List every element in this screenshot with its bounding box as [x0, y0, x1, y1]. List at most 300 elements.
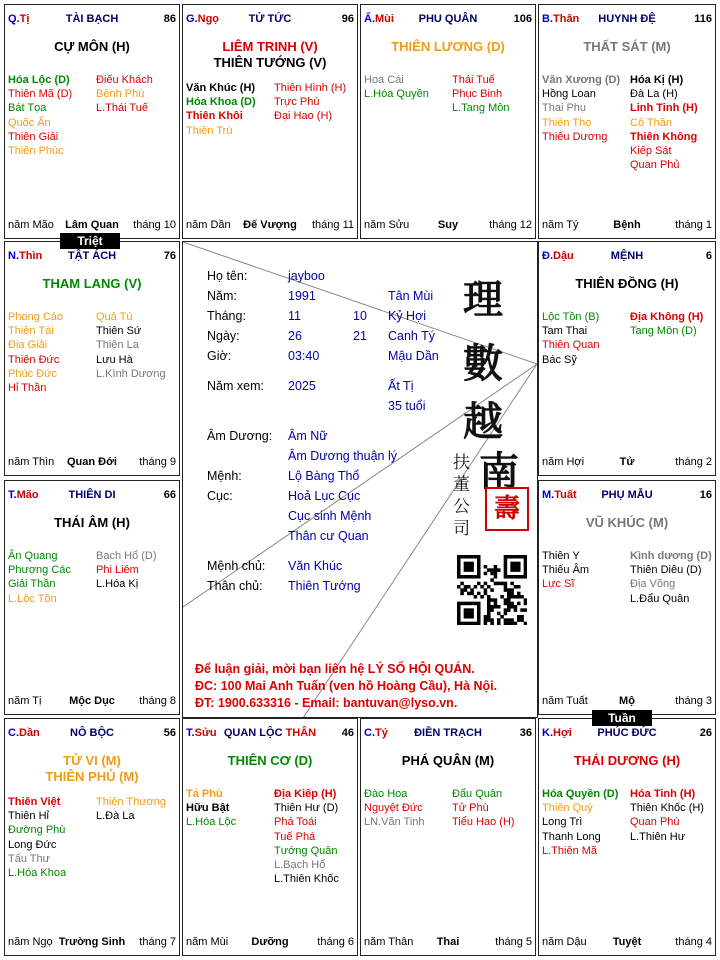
minor-stars-right [96, 310, 180, 381]
qr-module [467, 568, 471, 572]
palace-thin [4, 241, 180, 476]
qr-module [470, 615, 474, 619]
main-star: CỰ MÔN (H) [54, 39, 130, 54]
qr-module [517, 595, 521, 599]
main-stars [5, 515, 179, 531]
qr-module [514, 605, 518, 609]
qr-module [480, 595, 484, 599]
minor-star: Thiên Giải [8, 130, 59, 143]
view-year-label: Năm xem: [207, 379, 264, 393]
minor-star: Thiên Mã (D) [8, 88, 73, 101]
palace-header [8, 727, 176, 741]
palace-name: TẬT ÁCH [67, 250, 117, 262]
qr-module [504, 575, 508, 579]
center-info-panel [182, 241, 538, 718]
main-stars [183, 753, 357, 769]
palace-header [8, 250, 176, 264]
minor-star: Thiên Thương [96, 796, 167, 808]
minor-star: Kình dương (D) [630, 550, 712, 562]
minor-star: Quan Phủ [630, 159, 680, 172]
minor-star: Quan Phù [630, 816, 680, 829]
palace-year: năm Tị [8, 695, 42, 707]
minor-star: Thiên Thọ [542, 116, 592, 129]
month-lunar: 10 [353, 309, 367, 323]
menh-chu-value: Văn Khúc [288, 559, 343, 573]
minor-star: Tang Môn (D) [630, 325, 697, 338]
qr-module [467, 565, 471, 569]
qr-module [484, 565, 488, 569]
palace-age-number: 26 [699, 727, 712, 739]
minor-star: Tam Thai [542, 325, 588, 338]
calligraphy-sub-1: 扶 [453, 453, 470, 473]
qr-module [514, 608, 518, 612]
main-star: THIÊN LƯƠNG (D) [391, 39, 505, 54]
palace-footer [8, 219, 176, 232]
palace-month: tháng 6 [317, 936, 354, 948]
qr-module [477, 592, 481, 596]
minor-star: L.Hóa Khoa [8, 867, 67, 880]
palace-age-number: 46 [341, 727, 354, 739]
qr-module [504, 572, 508, 576]
qr-module [457, 562, 461, 566]
palace-header [542, 489, 712, 503]
qr-module [504, 568, 508, 572]
qr-module [477, 602, 481, 606]
qr-module [507, 595, 511, 599]
qr-module [497, 618, 501, 622]
palace-header [364, 727, 532, 741]
qr-module [467, 615, 471, 619]
main-star: VŨ KHÚC (M) [585, 515, 669, 530]
minor-star: Lưu Hà [96, 353, 133, 366]
cuc-value-2: Cục sinh Mệnh [288, 509, 372, 523]
palace-ti [4, 4, 180, 239]
minor-stars-left [542, 310, 627, 367]
qr-module [510, 595, 514, 599]
minor-star: Thiên Quý [542, 802, 593, 815]
qr-module [504, 582, 508, 586]
minor-star: Thiên La [96, 339, 139, 352]
main-star: THÁI ÂM (H) [54, 515, 130, 530]
palace-can-chi: Q.Tị [8, 13, 30, 25]
qr-module [464, 568, 468, 572]
qr-module [504, 588, 508, 592]
qr-module [524, 565, 527, 569]
minor-star: Thiên Không [630, 130, 698, 143]
qr-module [457, 575, 461, 579]
calligraphy-sub-3: 公 [453, 497, 470, 517]
palace-footer [542, 695, 712, 708]
than-marker: THÂN [285, 727, 317, 739]
palace-age-number: 106 [513, 13, 532, 25]
qr-module [504, 622, 508, 625]
palace-month: tháng 11 [311, 219, 354, 231]
qr-module [524, 568, 527, 572]
qr-module [477, 555, 481, 559]
qr-module [484, 592, 488, 596]
qr-module [464, 565, 468, 569]
minor-star: Địa Giải [8, 339, 48, 352]
minor-stars-right [96, 549, 180, 592]
minor-stars-left [8, 73, 92, 158]
palace-year: năm Ngọ [8, 936, 53, 948]
year-canchi: Tân Mùi [388, 289, 434, 303]
qr-module [494, 582, 498, 586]
palace-ty [360, 718, 536, 956]
qr-module [460, 588, 464, 592]
qr-module [520, 615, 524, 619]
qr-module [474, 595, 478, 599]
qr-module [470, 562, 474, 566]
contact-line-3[interactable]: ĐT: 1900.633316 - Email: bantuvan@lyso.vn. [195, 696, 458, 710]
qr-module [504, 555, 508, 559]
minor-stars-right [452, 787, 536, 830]
qr-module [520, 608, 524, 612]
qr-module [470, 602, 474, 606]
main-stars [361, 753, 535, 769]
qr-module [517, 618, 521, 622]
qr-module [467, 562, 471, 566]
hour-value: 03:40 [288, 349, 320, 363]
palace-mui [360, 4, 536, 239]
main-stars [361, 39, 535, 55]
minor-star: L.Hóa Kị [96, 578, 139, 591]
minor-star: Hoa Cái [364, 74, 404, 86]
qr-module [457, 555, 461, 559]
palace-footer [542, 456, 712, 469]
palace-dan [4, 718, 180, 956]
qr-module [517, 615, 521, 619]
minor-star: Tử Phù [452, 802, 489, 815]
minor-star: Kiếp Sát [630, 145, 672, 158]
minor-star: Tấu Thư [8, 852, 51, 865]
minor-star: Thiếu Dương [542, 130, 608, 143]
qr-module [460, 602, 464, 606]
qr-module [514, 575, 518, 579]
palace-can-chi: T.Mão [8, 489, 39, 501]
qr-module [484, 582, 488, 586]
palace-footer [364, 936, 532, 949]
amduong-value: Âm Nữ [288, 429, 328, 443]
qr-module [524, 555, 527, 559]
minor-star: Phá Toái [274, 816, 317, 829]
palace-can-chi: B.Thân [542, 13, 580, 25]
qr-module [470, 622, 474, 625]
qr-module [510, 582, 514, 586]
qr-module [470, 612, 474, 616]
minor-stars-left [542, 549, 627, 592]
palace-month: tháng 8 [139, 695, 176, 707]
qr-module [520, 618, 524, 622]
minor-star: Thiếu Âm [542, 564, 590, 577]
qr-module [460, 622, 464, 625]
palace-year: năm Sửu [364, 219, 410, 231]
minor-star: Giải Thần [8, 578, 56, 591]
palace-age-number: 56 [163, 727, 176, 739]
minor-star: Điếu Khách [96, 74, 153, 86]
minor-star: Thiên Hình (H) [274, 82, 347, 94]
qr-module [477, 608, 481, 612]
palace-cycle: Trường Sinh [58, 936, 126, 948]
palace-name: TỬ TỨC [248, 13, 292, 25]
qr-module [474, 555, 478, 559]
qr-module [517, 575, 521, 579]
contact-line-2: ĐC: 100 Mai Anh Tuấn (ven hồ Hoàng Cầu), Hà Nội. [195, 679, 498, 693]
qr-module [510, 605, 514, 609]
minor-star: Hóa Quyền (D) [542, 788, 619, 800]
minor-star: L.Bạch Hổ [274, 859, 326, 872]
main-stars [539, 39, 715, 55]
minor-star: Nguyệt Đức [364, 802, 423, 815]
palace-cycle: Mộc Dục [69, 695, 115, 707]
main-star: THIÊN PHỦ (M) [45, 769, 139, 784]
qr-module [507, 592, 511, 596]
qr-module [477, 582, 481, 586]
main-star: PHÁ QUÂN (M) [401, 753, 495, 768]
palace-header [364, 13, 532, 27]
palace-month: tháng 2 [675, 456, 712, 468]
palace-year: năm Tuất [542, 695, 588, 707]
qr-module [510, 555, 514, 559]
palace-name: TÀI BẠCH [65, 13, 119, 25]
qr-module [460, 582, 464, 586]
palace-month: tháng 4 [675, 936, 712, 948]
qr-module [477, 562, 481, 566]
minor-star: Thiên Trù [186, 124, 233, 137]
calligraphy-char-1: 理 [463, 276, 503, 323]
minor-star: Thanh Long [542, 830, 601, 843]
amduong-value-2: Âm Dương thuận lý [288, 449, 397, 463]
qr-module [474, 622, 478, 625]
palace-header [542, 250, 712, 264]
minor-star: Hỉ Thần [8, 382, 47, 395]
qr-module [490, 588, 494, 592]
palace-hoi [538, 718, 716, 956]
palace-age-number: 16 [699, 489, 712, 501]
qr-module [504, 612, 508, 616]
qr-module [497, 612, 501, 616]
qr-module [477, 615, 481, 619]
than-chu-value: Thiên Tướng [288, 579, 361, 593]
qr-module [524, 608, 527, 612]
qr-module [460, 592, 464, 596]
qr-module [490, 598, 494, 602]
palace-name: PHU QUÂN [418, 13, 478, 25]
palace-footer [186, 219, 354, 232]
minor-star: Hóa Kị (H) [630, 74, 684, 86]
main-stars [183, 39, 357, 71]
palace-month: tháng 7 [139, 936, 176, 948]
qr-module [517, 565, 521, 569]
palace-can-chi: Đ.Dậu [542, 250, 574, 262]
minor-star: Hữu Bật [186, 802, 230, 815]
palace-can-chi: Ấ.Mùi [364, 13, 394, 25]
minor-stars-right [630, 310, 715, 338]
calligraphy-char-4: 南 [479, 448, 519, 495]
qr-module [514, 585, 518, 589]
minor-stars-right [630, 549, 715, 606]
qr-module [467, 612, 471, 616]
qr-module [464, 612, 468, 616]
minor-stars-left [186, 787, 270, 830]
qr-module [467, 555, 471, 559]
qr-module [507, 608, 511, 612]
minor-star: Thiên Khốc (H) [630, 802, 704, 815]
palace-footer [8, 456, 176, 469]
qr-module [520, 555, 524, 559]
qr-module [524, 598, 527, 602]
qr-module [470, 555, 474, 559]
triet-marker: Triệt [60, 233, 120, 249]
minor-star: Thiên Khôi [186, 110, 243, 123]
qr-module [494, 568, 498, 572]
minor-stars-right [452, 73, 536, 116]
qr-module [510, 575, 514, 579]
qr-module [467, 592, 471, 596]
qr-module [457, 565, 461, 569]
minor-stars-right [96, 73, 180, 116]
minor-star: Thiên Diêu (D) [630, 564, 702, 577]
qr-module [507, 555, 511, 559]
qr-module [510, 568, 514, 572]
main-stars [5, 39, 179, 55]
qr-module [490, 608, 494, 612]
minor-star: Phục Binh [452, 88, 503, 101]
main-star: THIÊN CƠ (D) [227, 753, 313, 768]
minor-stars-right [96, 795, 180, 823]
minor-star: L.Thiên Khốc [274, 873, 339, 886]
palace-footer [542, 219, 712, 232]
palace-month: tháng 1 [675, 219, 712, 231]
qr-module [507, 588, 511, 592]
minor-star: Phượng Các [8, 564, 71, 577]
palace-month: tháng 5 [495, 936, 532, 948]
palace-than [538, 4, 716, 239]
palace-can-chi: K.Hợi [542, 727, 572, 739]
qr-module [507, 575, 511, 579]
palace-footer [186, 936, 354, 949]
qr-module [517, 562, 521, 566]
palace-year: năm Mão [8, 219, 54, 231]
minor-stars-left [542, 73, 627, 144]
minor-star: Linh Tinh (H) [630, 102, 698, 115]
qr-module [510, 588, 514, 592]
qr-module [510, 562, 514, 566]
qr-module [504, 562, 508, 566]
qr-module [457, 602, 461, 606]
qr-module [477, 572, 481, 576]
palace-footer [8, 695, 176, 708]
palace-age-number: 66 [163, 489, 176, 501]
minor-star: Đường Phù [8, 824, 66, 837]
qr-module [497, 582, 501, 586]
qr-module [514, 568, 518, 572]
qr-module [494, 565, 498, 569]
palace-name: PHÚC ĐỨC [597, 727, 657, 739]
palace-mao [4, 480, 180, 715]
qr-module [487, 612, 491, 616]
palace-age-number: 116 [694, 13, 712, 25]
qr-module [470, 568, 474, 572]
qr-module [464, 585, 468, 589]
minor-star: L.Hóa Lộc [186, 816, 237, 829]
palace-year: năm Hợi [542, 456, 585, 468]
palace-can-chi: T.Sửu [186, 727, 217, 739]
minor-star: Bệnh Phù [96, 88, 145, 101]
minor-stars-left [542, 787, 627, 858]
minor-star: Văn Xương (D) [542, 74, 621, 86]
qr-module [484, 588, 488, 592]
qr-module [470, 575, 474, 579]
minor-star: L.Đà La [96, 810, 135, 823]
palace-can-chi: G.Ngọ [186, 13, 220, 25]
palace-year: năm Thân [364, 936, 414, 948]
qr-module [514, 595, 518, 599]
main-star: THIÊN ĐỒNG (H) [575, 276, 679, 291]
minor-star: Phong Cáo [8, 311, 64, 323]
minor-stars-right [630, 787, 715, 844]
palace-can-chi: M.Tuất [542, 489, 577, 501]
qr-module [487, 602, 491, 606]
qr-module [497, 568, 501, 572]
qr-module [517, 555, 521, 559]
qr-module [457, 612, 461, 616]
minor-star: Thái Tuế [452, 74, 495, 86]
qr-module [464, 622, 468, 625]
minor-star: Bát Tọa [8, 102, 47, 115]
qr-module [474, 575, 478, 579]
minor-star: Bác Sỹ [542, 353, 577, 366]
calligraphy-sub-4: 司 [453, 519, 470, 539]
qr-module [514, 555, 518, 559]
minor-star: Hóa Tinh (H) [630, 788, 696, 800]
qr-module [494, 575, 498, 579]
month-canchi: Kỷ Hợi [388, 309, 427, 323]
qr-module [507, 605, 511, 609]
qr-module [487, 585, 491, 589]
qr-module [477, 612, 481, 616]
calligraphy-char-3: 越 [463, 398, 503, 445]
palace-cycle: Tuyệt [612, 936, 642, 948]
qr-code[interactable] [457, 555, 527, 625]
main-stars [539, 276, 715, 292]
palace-name: THIÊN DI [68, 489, 116, 501]
palace-name: QUAN LỘC THÂN [223, 727, 317, 739]
palace-name: ĐIỀN TRẠCH [414, 727, 482, 739]
qr-module [510, 622, 514, 625]
qr-module [490, 622, 494, 625]
minor-star: Phi Liêm [96, 564, 139, 577]
qr-module [470, 592, 474, 596]
main-stars [5, 276, 179, 292]
minor-star: L.Thiên Hư [630, 830, 686, 843]
qr-module [477, 575, 481, 579]
qr-module [524, 575, 527, 579]
minor-star: Thiên Hư (D) [274, 802, 339, 815]
qr-module [524, 562, 527, 566]
palace-can-chi: C.Dần [8, 727, 40, 739]
age-value: 35 tuổi [388, 399, 426, 413]
qr-module [497, 622, 501, 625]
qr-module [524, 602, 527, 606]
minor-star: L.Thiên Mã [542, 844, 598, 857]
minor-star: Lực Sĩ [542, 578, 575, 591]
palace-header [8, 489, 176, 503]
qr-module [507, 598, 511, 602]
qr-module [464, 615, 468, 619]
qr-module [514, 565, 518, 569]
qr-module [487, 598, 491, 602]
